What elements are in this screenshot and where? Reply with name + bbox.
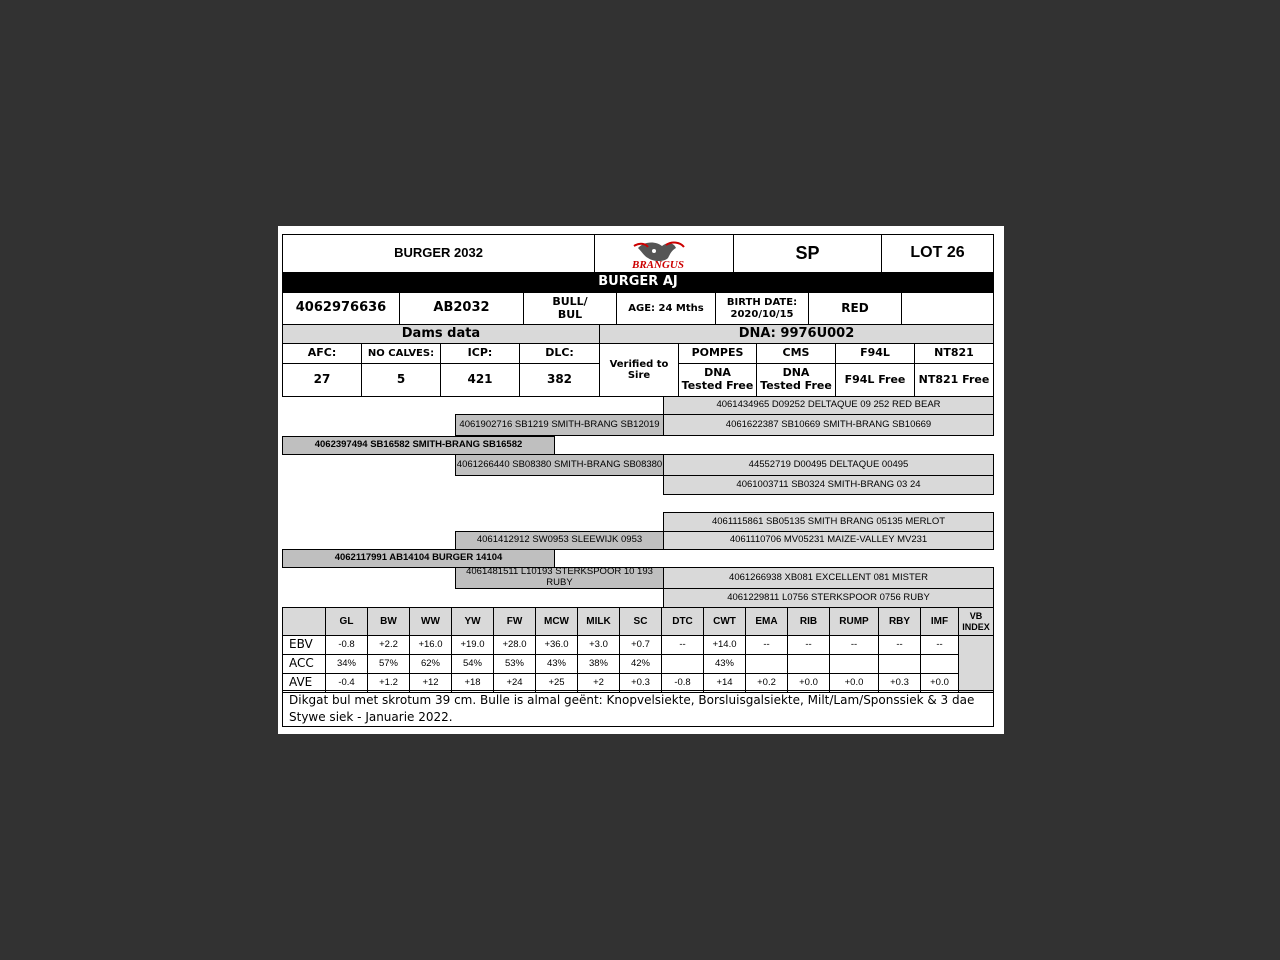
ebv-cell: 43% xyxy=(703,654,746,674)
ebv-cell xyxy=(829,654,879,674)
pedigree-dam: 4062117991 AB14104 BURGER 14104 xyxy=(282,549,555,568)
ebv-cell: +18 xyxy=(451,673,494,693)
pedigree-grandparent: 4061902716 SB1219 SMITH-BRANG SB12019 xyxy=(455,414,664,436)
grade-badge: SP xyxy=(733,234,882,273)
verified-line2: Sire xyxy=(627,370,651,381)
ebv-cell: +24 xyxy=(493,673,536,693)
ebv-cell: -- xyxy=(661,635,704,655)
empty-cell xyxy=(901,292,994,325)
calves-value: 5 xyxy=(361,363,441,397)
birth-date-label: BIRTH DATE: xyxy=(726,297,798,308)
ebv-cell: +12 xyxy=(409,673,452,693)
ebv-cell: +0.0 xyxy=(829,673,879,693)
ebv-column-header: MILK xyxy=(577,607,620,636)
test-result: F94L Free xyxy=(835,363,915,397)
ebv-cell: +19.0 xyxy=(451,635,494,655)
ebv-cell: +14.0 xyxy=(703,635,746,655)
ebv-column-header: WW xyxy=(409,607,452,636)
comment-text: Dikgat bul met skrotum 39 cm. Bulle is almal geënt: Knopvelsiekte, Borsluisgalsiekte, Milt/Lam/Sponssiek & 3 dae Stywe siek - Januarie 2022. xyxy=(289,693,975,724)
calves-label: NO CALVES: xyxy=(361,343,441,364)
pedigree-great-grandparent: 4061266938 XB081 EXCELLENT 081 MISTER xyxy=(663,567,994,589)
dams-title: Dams data xyxy=(282,324,600,344)
colour: RED xyxy=(808,292,902,325)
comments xyxy=(282,690,994,727)
pedigree-great-grandparent: 4061622387 SB10669 SMITH-BRANG SB10669 xyxy=(663,414,994,436)
lot-card xyxy=(278,226,1004,734)
verified-to-sire xyxy=(599,343,679,397)
ebv-cell xyxy=(745,654,788,674)
vb-index-header: VB INDEX xyxy=(958,607,994,636)
test-name: NT821 xyxy=(914,343,994,364)
id-number: 4062976636 xyxy=(282,292,400,325)
ebv-corner xyxy=(282,607,326,636)
pedigree-great-grandparent: 44552719 D00495 DELTAQUE 00495 xyxy=(663,454,994,476)
ebv-cell: +2 xyxy=(577,673,620,693)
afc-label: AFC: xyxy=(282,343,362,364)
ebv-column-header: RBY xyxy=(878,607,921,636)
pedigree-great-grandparent: 4061110706 MV05231 MAIZE-VALLEY MV231 xyxy=(663,531,994,550)
ebv-column-header: DTC xyxy=(661,607,704,636)
ebv-cell: +16.0 xyxy=(409,635,452,655)
pedigree-sire: 4062397494 SB16582 SMITH-BRANG SB16582 xyxy=(282,436,555,455)
birth-date xyxy=(715,292,809,325)
ebv-cell: -- xyxy=(745,635,788,655)
ebv-cell: 62% xyxy=(409,654,452,674)
ebv-cell: +3.0 xyxy=(577,635,620,655)
ebv-cell: +36.0 xyxy=(535,635,578,655)
ebv-cell: -0.4 xyxy=(325,673,368,693)
ebv-cell: 54% xyxy=(451,654,494,674)
vb-index-value xyxy=(958,635,994,693)
age: AGE: 24 Mths xyxy=(616,292,716,325)
ebv-cell: 38% xyxy=(577,654,620,674)
test-result: NT821 Free xyxy=(914,363,994,397)
test-name: F94L xyxy=(835,343,915,364)
ebv-cell: +0.2 xyxy=(745,673,788,693)
ebv-column-header: IMF xyxy=(920,607,959,636)
lot-number: LOT 26 xyxy=(881,234,994,273)
svg-text:BRANGUS: BRANGUS xyxy=(632,258,684,270)
ebv-column-header: BW xyxy=(367,607,410,636)
pedigree-grandparent: 4061481511 L10193 STERKSPOOR 10 193 RUBY xyxy=(455,567,664,589)
ebv-cell: -- xyxy=(829,635,879,655)
pedigree-grandparent: 4061412912 SW0953 SLEEWIJK 0953 xyxy=(455,531,664,550)
pedigree-grandparent: 4061266440 SB08380 SMITH-BRANG SB08380 xyxy=(455,454,664,476)
ebv-cell: +28.0 xyxy=(493,635,536,655)
animal-code: AB2032 xyxy=(399,292,524,325)
pedigree-great-grandparent: 4061434965 D09252 DELTAQUE 09 252 RED BEAR xyxy=(663,396,994,415)
pedigree-great-grandparent: 4061003711 SB0324 SMITH-BRANG 03 24 xyxy=(663,475,994,495)
pedigree-great-grandparent: 4061229811 L0756 STERKSPOOR 0756 RUBY xyxy=(663,588,994,608)
ebv-row-label: ACC xyxy=(282,654,326,674)
pedigree-great-grandparent: 4061115861 SB05135 SMITH BRANG 05135 MERLOT xyxy=(663,512,994,532)
ebv-cell: -- xyxy=(787,635,830,655)
ebv-cell: 43% xyxy=(535,654,578,674)
afc-value: 27 xyxy=(282,363,362,397)
test-name: POMPES xyxy=(678,343,757,364)
sex-line1: BULL/ xyxy=(552,294,588,308)
ebv-cell: -- xyxy=(920,635,959,655)
breeder-name: BURGER AJ xyxy=(282,272,994,293)
ebv-cell: 53% xyxy=(493,654,536,674)
ebv-column-header: CWT xyxy=(703,607,746,636)
ebv-cell: -0.8 xyxy=(325,635,368,655)
ebv-row-label: AVE xyxy=(282,673,326,693)
ebv-cell xyxy=(787,654,830,674)
ebv-cell: -0.8 xyxy=(661,673,704,693)
ebv-column-header: FW xyxy=(493,607,536,636)
ebv-column-header: EMA xyxy=(745,607,788,636)
test-result xyxy=(678,363,757,397)
ebv-cell: +1.2 xyxy=(367,673,410,693)
ebv-cell: +14 xyxy=(703,673,746,693)
test-result-line1: DNA xyxy=(704,366,731,380)
ebv-cell: +0.0 xyxy=(787,673,830,693)
birth-date-value: 2020/10/15 xyxy=(730,308,794,320)
test-result-line1: DNA xyxy=(782,366,810,380)
ebv-cell: +0.0 xyxy=(920,673,959,693)
verified-line1: Verified to xyxy=(609,358,669,370)
brangus-logo xyxy=(594,234,734,273)
icp-value: 421 xyxy=(440,363,520,397)
ebv-cell: 42% xyxy=(619,654,662,674)
ebv-column-header: RUMP xyxy=(829,607,879,636)
ebv-cell: 57% xyxy=(367,654,410,674)
ebv-cell: 34% xyxy=(325,654,368,674)
ebv-cell: +0.7 xyxy=(619,635,662,655)
ebv-column-header: MCW xyxy=(535,607,578,636)
animal-name: BURGER 2032 xyxy=(282,234,595,273)
test-name: CMS xyxy=(756,343,836,364)
icp-label: ICP: xyxy=(440,343,520,364)
sex-line2: BUL xyxy=(557,307,583,321)
dlc-value: 382 xyxy=(519,363,600,397)
ebv-cell: +0.3 xyxy=(878,673,921,693)
sex xyxy=(523,292,617,325)
test-result-line2: Tested Free xyxy=(760,379,832,392)
dlc-label: DLC: xyxy=(519,343,600,364)
ebv-cell: +2.2 xyxy=(367,635,410,655)
ebv-row-label: EBV xyxy=(282,635,326,655)
bull-head-icon xyxy=(616,238,712,270)
ebv-cell: +0.3 xyxy=(619,673,662,693)
ebv-cell xyxy=(661,654,704,674)
test-result-line2: Tested Free xyxy=(681,379,754,392)
ebv-column-header: YW xyxy=(451,607,494,636)
ebv-column-header: SC xyxy=(619,607,662,636)
dna-title: DNA: 9976U002 xyxy=(599,324,994,344)
ebv-cell xyxy=(920,654,959,674)
ebv-column-header: RIB xyxy=(787,607,830,636)
ebv-cell: +25 xyxy=(535,673,578,693)
ebv-cell: -- xyxy=(878,635,921,655)
test-result xyxy=(756,363,836,397)
ebv-column-header: GL xyxy=(325,607,368,636)
ebv-cell xyxy=(878,654,921,674)
